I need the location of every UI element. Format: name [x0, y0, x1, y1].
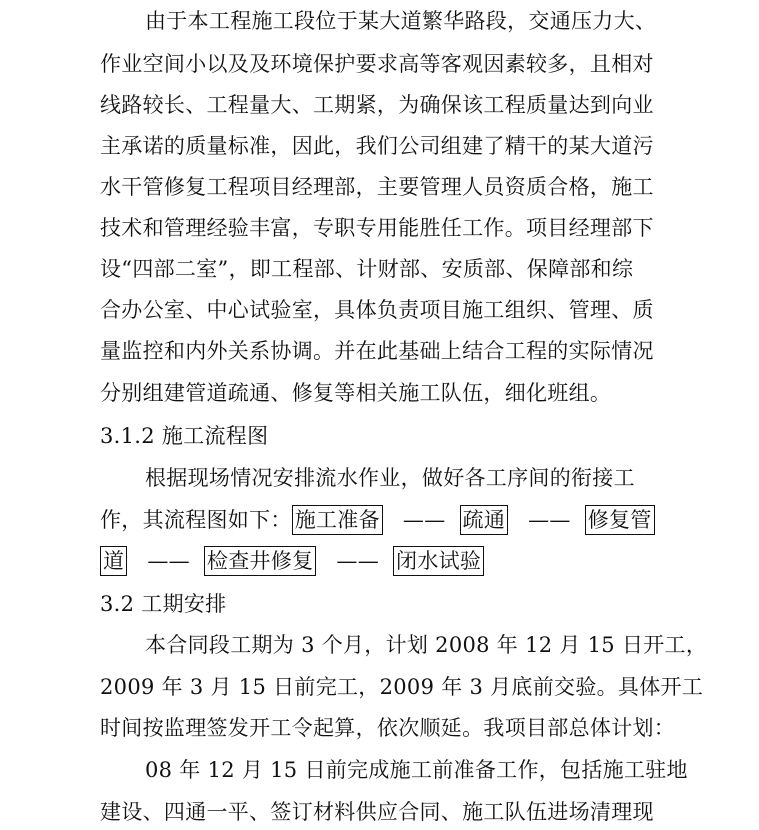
paragraph-line: 线路较长、工程量大、工期紧，为确保该工程质量达到向业 [100, 93, 654, 117]
paragraph-line: 作业空间小以及及环境保护要求高等客观因素较多，且相对 [100, 52, 654, 76]
paragraph-line: 量监控和内外关系协调。并在此基础上结合工程的实际情况 [100, 339, 654, 363]
flow-chart-row [100, 505, 655, 535]
paragraph-line: 根据现场情况安排流水作业，做好各工序间的衔接工 [145, 466, 635, 490]
section-heading: 3.2 工期安排 [100, 592, 227, 616]
flow-step-box: 检查井修复 [204, 546, 317, 576]
paragraph-line: 08 年 12 月 15 日前完成施工前准备工作，包括施工驻地 [145, 758, 688, 782]
paragraph-line: 时间按监理签发开工令起算，依次顺延。我项目部总体计划： [100, 716, 676, 740]
flow-chart-row [100, 546, 484, 576]
paragraph-line: 技术和管理经验丰富，专职专用能胜任工作。项目经理部下 [100, 216, 654, 240]
paragraph-line: 水干管修复工程项目经理部，主要管理人员资质合格，施工 [100, 175, 654, 199]
paragraph-line: 合办公室、中心试验室，具体负责项目施工组织、管理、质 [100, 298, 654, 322]
flow-step-box: 修复管 [585, 505, 655, 535]
paragraph-line: 设“四部二室”，即工程部、计财部、安质部、保障部和综 [100, 257, 634, 281]
paragraph-line: 建设、四通一平、签订材料供应合同、施工队伍进场清理现 [100, 800, 654, 824]
flow-step-box: 闭水试验 [393, 546, 484, 576]
paragraph-line: 作，其流程图如下： [100, 508, 292, 532]
paragraph-line: 主承诺的质量标准，因此，我们公司组建了精干的某大道污 [100, 134, 654, 158]
paragraph-line: 分别组建管道疏通、修复等相关施工队伍，细化班组。 [100, 381, 612, 405]
flow-step-box: 道 [100, 546, 127, 576]
section-heading: 3.1.2 施工流程图 [100, 424, 269, 448]
paragraph-line: 本合同段工期为 3 个月，计划 2008 年 12 月 15 日开工， [145, 633, 708, 657]
flow-step-box: 疏通 [460, 505, 509, 535]
flow-step-box: 施工准备 [292, 505, 383, 535]
paragraph-line: 由于本工程施工段位于某大道繁华路段，交通压力大、 [145, 9, 657, 33]
flow-arrow: —— [336, 549, 380, 573]
flow-arrow: —— [147, 549, 190, 573]
flow-arrow: —— [402, 508, 446, 532]
paragraph-line: 2009 年 3 月 15 日前完工，2009 年 3 月底前交验。具体开工 [100, 675, 704, 699]
flow-arrow: —— [528, 508, 571, 532]
